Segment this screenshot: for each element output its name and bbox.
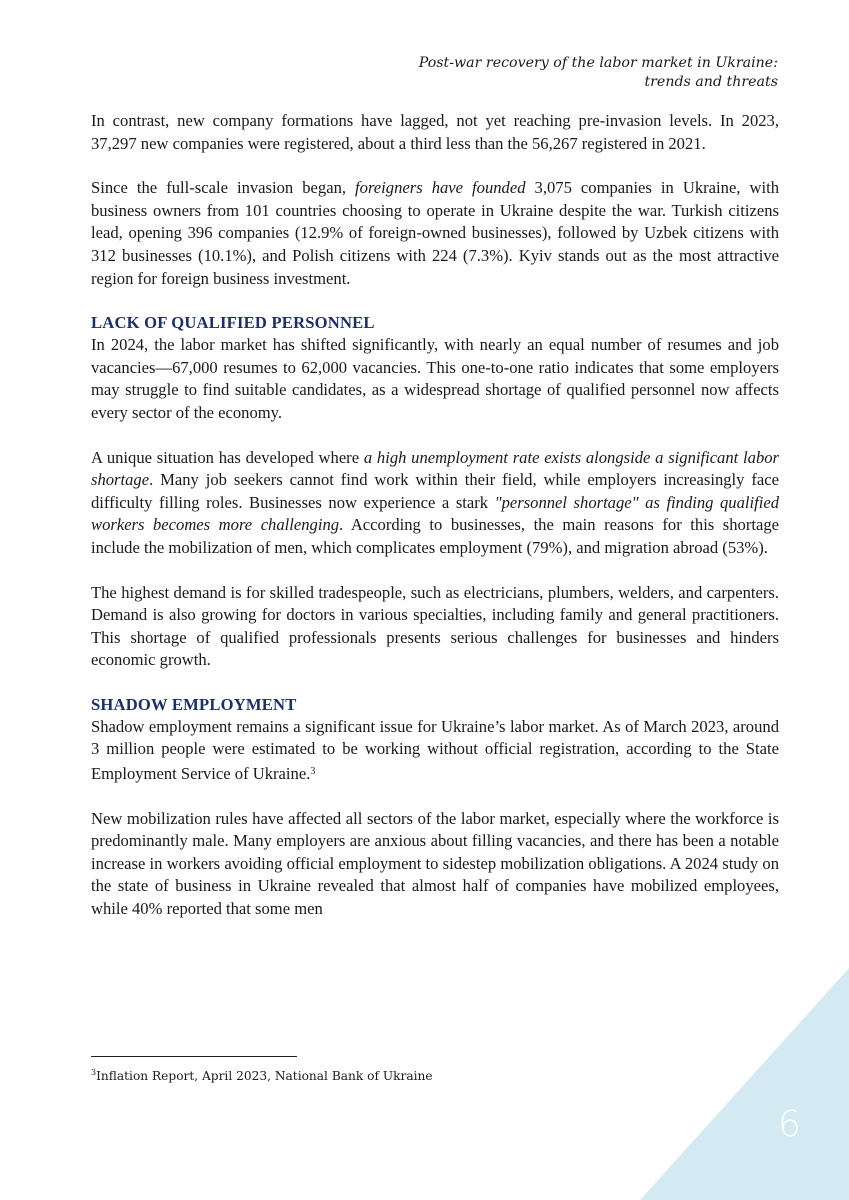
emphasis-personnel-shortage: "personnel shortage" as finding qualified workers becomes more challenging [91, 492, 779, 535]
paragraph-new-companies: In contrast, new company formations have lagged, not yet reaching pre-invasion levels. In 2023, 37,297 new companies were registered, about a third less than the 56,267 registered in 2021. [91, 111, 779, 153]
paragraph-resumes-vacancies: In 2024, the labor market has shifted significantly, with nearly an equal number of resumes and job vacancies—67,000 resumes to 62,000 vacancies. This one-to-one ratio indicates that some employers may struggle to find suitable candidates, as a widespread shortage of qualified personnel now affects every sector of the economy. [91, 335, 779, 422]
emphasis-foreigners: , foreigners have founded [341, 178, 526, 198]
footnote-reference[interactable]: 3 [310, 766, 316, 778]
paragraph-mobilization-rules: New mobilization rules have affected all sectors of the labor market, especially where the workforce is predominantly male. Many employers are anxious about filling vacancies, and there has been a notable increase in workers avoiding official employment to sidestep mobilization obligations. A 2024 study on the state of business in Ukraine revealed that almost half of companies have mobilized employees, while 40% reported that some men [91, 808, 779, 919]
paragraph-shadow-employment: Shadow employment remains a significant issue for Ukraine’s labor market. As of March 2023, around 3 million people were estimated to be working without official registration, according to the State Employment Service of Ukraine.$^3$ [91, 716, 779, 784]
footnote-separator [91, 1056, 297, 1057]
paragraph-unique-situation: A unique situation has developed where a high unemployment rate exists alongside a significant labor shortage. Many job seekers cannot find work within their field, while employers increasingly face difficulty filling roles. Businesses now experience a stark "personnel shortage" as finding qualified workers becomes more challenging. According to businesses, the main reasons for this shortage include the mobilization of men, which complicates employment (79%), and migration abroad (53%). [91, 447, 780, 557]
running-header [419, 54, 778, 92]
footnote [91, 1068, 433, 1083]
footnote-text: Inflation Report, April 2023, National Bank of Ukraine [96, 1069, 433, 1083]
heading-lack-of-qualified-personnel: LACK OF QUALIFIED PERSONNEL [91, 313, 375, 333]
footnote-number: 3 [91, 1068, 97, 1077]
header-title-line1: Post-war recovery of the labor market in Ukraine: [418, 55, 778, 71]
heading-shadow-employment: SHADOW EMPLOYMENT [91, 694, 297, 714]
body-content [91, 110, 779, 921]
paragraph-foreign-founders: Since the full-scale invasion began, foreigners have founded 3,075 companies in Ukraine, with business owners from 101 countries choosing to operate in Ukraine despite the war. Turkish citizens lead, opening 396 companies (12.9% of foreign-owned businesses), followed by Uzbek citizens with 312 businesses (10.1%), and Polish citizens with 224 (7.3%). Kyiv stands out as the most attractive region for foreign business investment. [91, 178, 779, 288]
emphasis-unemployment: a high unemployment rate exists alongside a significant labor shortage [91, 447, 779, 490]
header-title-line2: trends and threats [644, 74, 778, 90]
paragraph-highest-demand: The highest demand is for skilled tradespeople, such as electricians, plumbers, welders, and carpenters. Demand is also growing for doctors in various specialties, including family and general practitioners. This shortage of qualified professionals presents serious challenges for businesses and hinders economic growth. [91, 582, 779, 670]
corner-triangle-decoration [640, 968, 849, 1200]
page-number: 6 [778, 1104, 801, 1145]
